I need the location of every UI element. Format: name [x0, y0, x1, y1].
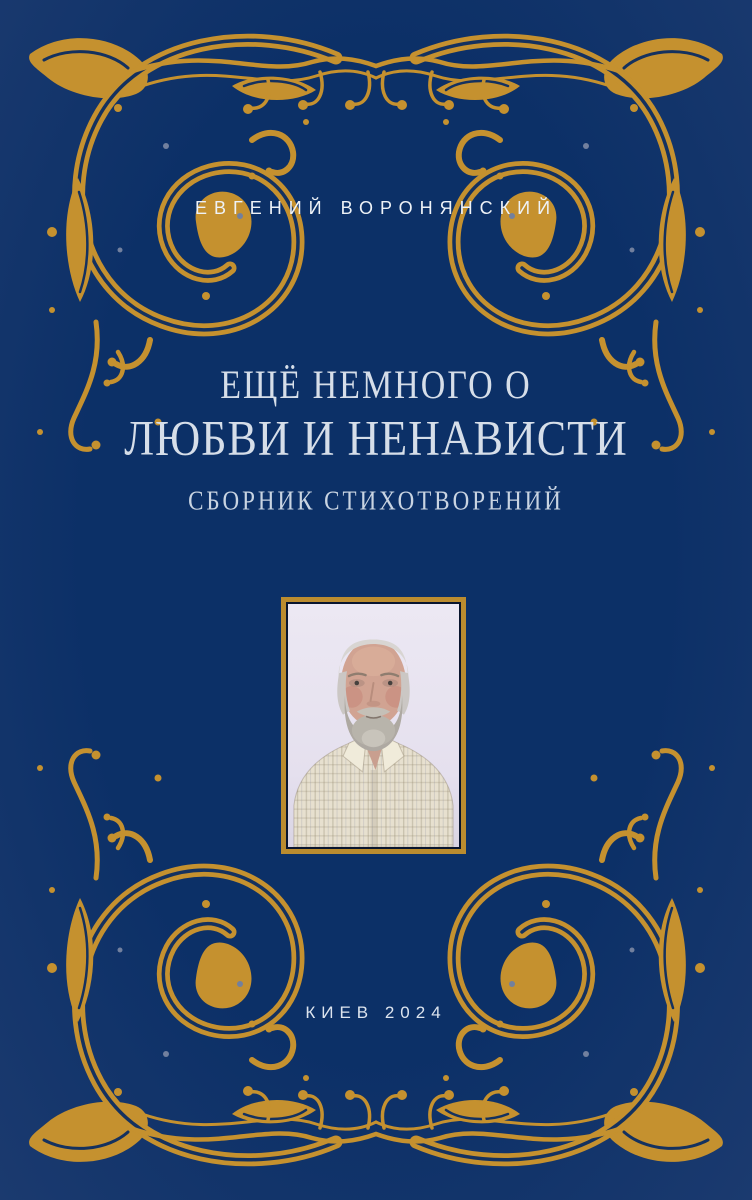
author-photo-frame [281, 597, 466, 854]
title-block [0, 363, 752, 466]
subtitle: СБОРНИК СТИХОТВОРЕНИЙ [188, 486, 564, 516]
title-line-1: ЕЩЁ НЕМНОГО О [220, 363, 532, 408]
author-name: ЕВГЕНИЙ ВОРОНЯНСКИЙ [194, 198, 558, 218]
author-photo [286, 602, 461, 849]
imprint-city-year: КИЕВ 2024 [305, 1003, 447, 1022]
title-line-2: ЛЮБВИ И НЕНАВИСТИ [124, 410, 628, 466]
